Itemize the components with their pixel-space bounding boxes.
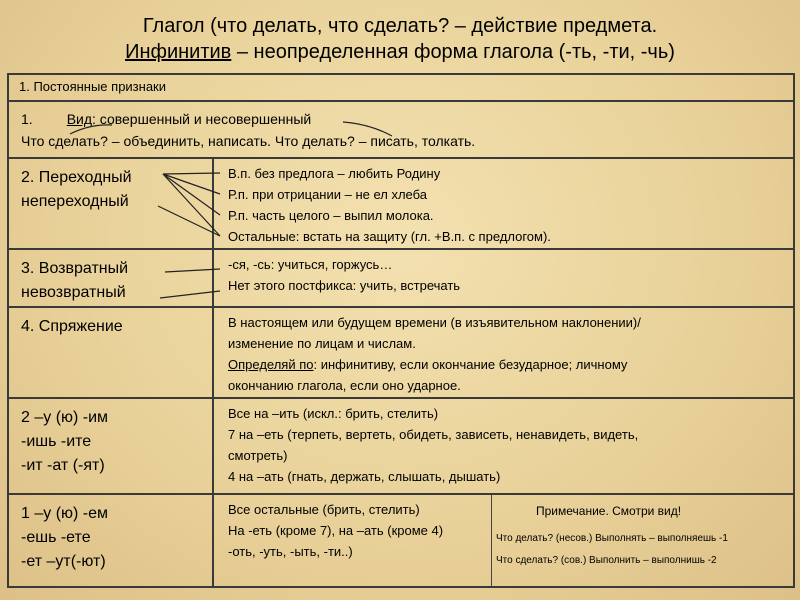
conj1-ending: -ешь -ете <box>21 528 91 546</box>
aspect-number: 1. <box>21 111 33 128</box>
note-line: Что делать? (несов.) Выполнять – выполняешь -1 <box>496 532 728 544</box>
conjugation-def: В настоящем или будущем времени (в изъявительном наклонении)/ <box>228 314 641 330</box>
aspect-examples: Что сделать? – объединить, написать. Что делать? – писать, толкать. <box>21 133 476 150</box>
aspect-note <box>491 495 728 586</box>
conjugation-def: изменение по лицам и числам. <box>228 335 416 351</box>
reflexive-right <box>213 249 794 307</box>
verb-table <box>7 73 795 588</box>
nonreflexive-label: невозвратный <box>21 284 126 302</box>
reflexive-label: 3. Возвратный <box>21 260 129 278</box>
conj2-left <box>8 398 213 494</box>
conj1-rule: -оть, -уть, -ыть, -ти..) <box>228 543 353 559</box>
title-line-2-rest: – неопределенная форма глагола (-ть, -ти, -чь) <box>231 41 675 63</box>
aspect-line <box>21 108 793 130</box>
conj1-rule: Все остальные (брить, стелить) <box>228 501 420 517</box>
conj1-right <box>213 494 794 587</box>
conj1-ending: -ет –ут(-ют) <box>21 552 106 570</box>
conj2-rule: 7 на –еть (терпеть, вертеть, обидеть, зависеть, ненавидеть, видеть, <box>228 426 639 442</box>
conj2-rule: Все на –ить (искл.: брить, стелить) <box>228 405 439 421</box>
transitivity-rule: Остальные: встать на защиту (гл. +В.п. с предлогом). <box>228 228 551 244</box>
note-heading: Примечание. Смотри вид! <box>536 503 682 518</box>
conjugation-determine <box>228 354 793 375</box>
aspect-term: Вид <box>66 111 93 128</box>
infinitive-term: Инфинитив <box>125 41 232 63</box>
aspect-row <box>8 101 794 158</box>
conjugation-label: 4. Спряжение <box>21 317 123 335</box>
transitivity-left <box>8 158 213 249</box>
note-line: Что сделать? (сов.) Выполнить – выполнишь -2 <box>496 554 717 566</box>
reflexive-rule: Нет этого постфикса: учить, встречать <box>228 278 461 294</box>
reflexive-rule: -ся, -сь: учиться, горжусь… <box>228 257 393 273</box>
conj2-rule: 4 на –ать (гнать, держать, слышать, дышать) <box>228 468 501 484</box>
aspect-rest: : совершенный и несовершенный <box>92 111 312 128</box>
conj1-ending: 1 –у (ю) -ем <box>21 504 109 522</box>
determine-term: Определяй по <box>228 356 314 372</box>
determine-rest: : инфинитиву, если окончание безударное; личному <box>313 356 628 372</box>
conj2-ending: -ишь -ите <box>21 432 92 450</box>
intransitive-label: непереходный <box>21 192 129 210</box>
conj2-ending: 2 –у (ю) -им <box>21 408 109 426</box>
section-constant-features <box>8 74 794 101</box>
section-title: 1. Постоянные признаки <box>19 79 166 94</box>
conj2-rule: смотреть) <box>228 447 288 463</box>
transitivity-right <box>213 158 794 249</box>
conj2-right <box>213 398 794 494</box>
transitivity-rule: В.п. без предлога – любить Родину <box>228 165 441 181</box>
conj2-ending: -ит -ат (-ят) <box>21 456 105 474</box>
conj1-rule: На -еть (кроме 7), на –ать (кроме 4) <box>228 522 444 538</box>
title-line-2 <box>0 40 800 64</box>
conjugation-left <box>8 307 213 398</box>
transitivity-rule: Р.п. при отрицании – не ел хлеба <box>228 186 428 202</box>
reflexive-left <box>8 249 213 307</box>
transitive-label: 2. Переходный <box>21 168 132 186</box>
transitivity-rule: Р.п. часть целого – выпил молока. <box>228 207 434 223</box>
title-line-1: Глагол (что делать, что сделать? – действие предмета. <box>142 15 658 37</box>
conj1-left <box>8 494 213 587</box>
conjugation-determine: окончанию глагола, если оно ударное. <box>228 377 461 393</box>
conjugation-right <box>213 307 794 398</box>
